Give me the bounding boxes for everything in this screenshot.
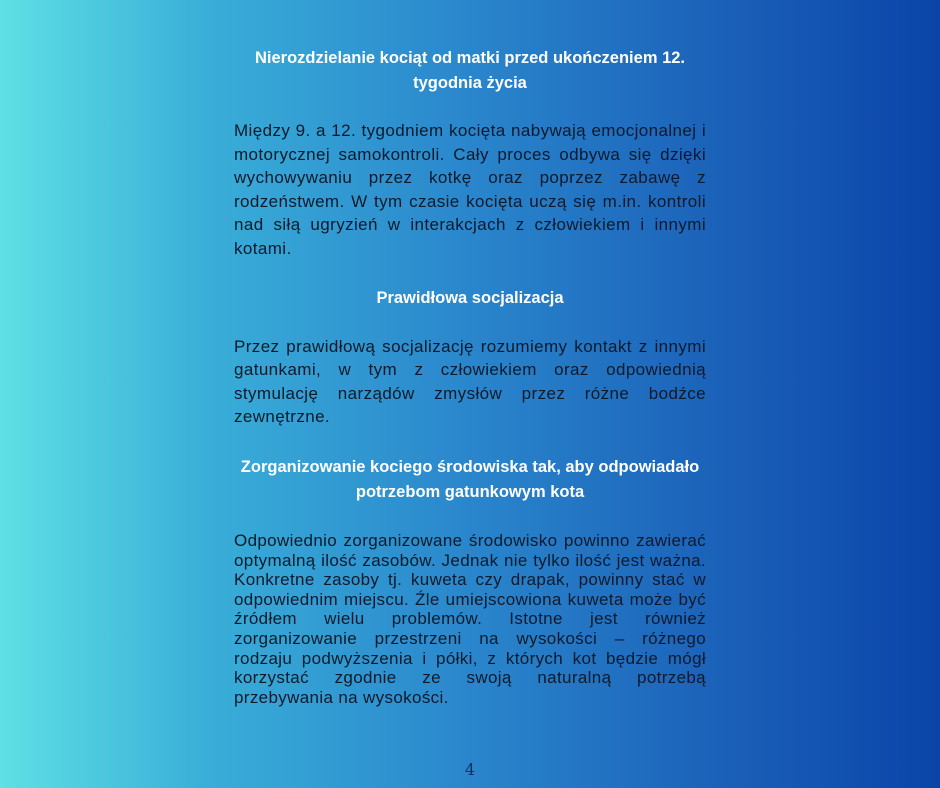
section-body-kitten-separation: Między 9. a 12. tygodniem kocięta nabywają emocjonalnej i motorycznej samokontroli. Cały proces odbywa się dzięki wychowywaniu przez kotkę oraz poprzez zabawę z rodzeństwem. W tym czasie kocięta uczą się m.in. kontroli nad siłą ugryzień w interakcjach z człowiekiem i innymi kotami. [234,121,706,258]
section-body-environment: Odpowiednio zorganizowane środowisko powinno zawierać optymalną ilość zasobów. Jednak nie tylko ilość jest ważna. Konkretne zasoby tj. kuweta czy drapak, powinny stać w odpowiednim miejscu. Źle umiejscowiona kuweta może być źródłem wielu problemów. Istotne jest również zorganizowanie przestrzeni na wysokości – różnego rodzaju podwyższenia i półki, z których kot będzie mógł korzystać zgodnie ze swoją naturalną potrzebą przebywania na wysokości. [234,530,706,707]
section-heading-kitten-separation: Nierozdzielanie kociąt od matki przed ukończeniem 12. tygodnia życia [254,49,686,92]
page-number: 4 [464,760,476,779]
section-body-socialization: Przez prawidłową socjalizację rozumiemy kontakt z innymi gatunkami, w tym z człowiekiem oraz odpowiednią stymulację narządów zmysłów przez różne bodźce zewnętrzne. [234,336,706,427]
section-heading-socialization: Prawidłowa socjalizacja [376,288,564,307]
document-page [234,46,706,707]
section-heading-environment: Zorganizowanie kociego środowiska tak, aby odpowiadało potrzebom gatunkowym kota [240,457,700,501]
